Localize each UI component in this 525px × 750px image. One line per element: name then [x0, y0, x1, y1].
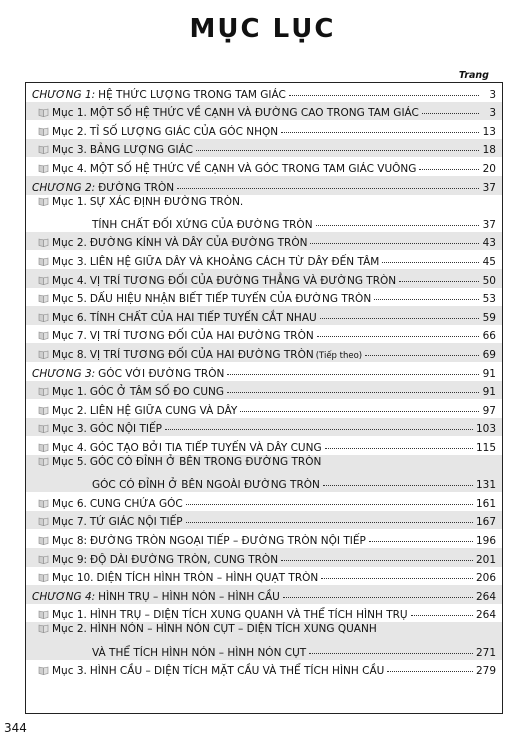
section-label: Mục 1. — [52, 609, 87, 622]
book-icon — [38, 238, 49, 247]
section-title: MỘT SỐ HỆ THỨC VỀ CẠNH VÀ GÓC TRONG TAM GIÁC VUÔNG — [89, 162, 417, 175]
section-page: 103 — [475, 423, 496, 436]
section-entry — [38, 349, 496, 361]
dot-leader — [240, 411, 479, 412]
section-label: Mục 5. — [52, 456, 87, 468]
section-label: Mục 4. — [52, 274, 87, 287]
section-row[interactable] — [26, 381, 502, 400]
section-row[interactable] — [26, 567, 502, 586]
section-label: Mục 10. — [52, 572, 94, 585]
section-title: TỨ GIÁC NỘI TIẾP — [89, 516, 183, 529]
book-icon — [38, 108, 49, 117]
chapter-label: CHƯƠNG 4: — [32, 590, 96, 603]
book-icon — [38, 197, 49, 206]
section-label: Mục 7. — [52, 516, 87, 529]
page-column-header: Trang — [458, 70, 489, 81]
section-row[interactable] — [26, 288, 502, 307]
dot-leader — [316, 225, 479, 226]
chapter-page: 37 — [482, 181, 496, 194]
section-label: Mục 6. — [52, 311, 87, 324]
dot-leader — [317, 336, 479, 337]
book-icon — [38, 666, 49, 675]
dot-leader — [365, 355, 479, 356]
section-entry-continued — [92, 479, 496, 491]
book-icon — [38, 624, 49, 633]
section-title: VỊ TRÍ TƯƠNG ĐỐI CỦA ĐƯỜNG THẲNG VÀ ĐƯỜNG TRÒN — [89, 274, 397, 287]
section-page: 59 — [482, 311, 496, 324]
dot-leader — [422, 113, 479, 114]
book-icon — [38, 387, 49, 396]
book-icon — [38, 610, 49, 619]
section-label: Mục 1. — [52, 107, 87, 120]
section-title-continued: TÍNH CHẤT ĐỐI XỨNG CỦA ĐƯỜNG TRÒN — [92, 218, 313, 231]
book-icon — [38, 331, 49, 340]
dot-leader — [186, 522, 473, 523]
section-title: CUNG CHỨA GÓC — [89, 497, 183, 510]
dot-leader — [411, 615, 473, 616]
section-row[interactable] — [26, 139, 502, 158]
section-page: 201 — [475, 553, 496, 566]
dot-leader — [419, 169, 479, 170]
section-page: 20 — [482, 162, 496, 175]
book-icon — [38, 499, 49, 508]
section-suffix: (Tiếp theo) — [315, 350, 363, 361]
section-entry — [38, 126, 496, 138]
book-icon — [38, 555, 49, 564]
chapter-entry — [32, 182, 496, 194]
section-row[interactable] — [26, 120, 502, 139]
dot-leader — [374, 299, 479, 300]
section-page: 161 — [475, 497, 496, 510]
section-entry — [38, 535, 496, 547]
section-label: Mục 2. — [52, 623, 87, 636]
section-title: LIÊN HỆ GIỮA DÂY VÀ KHOẢNG CÁCH TỪ DÂY ĐẾN TÂM — [89, 255, 380, 268]
section-title: ĐƯỜNG KÍNH VÀ DÂY CỦA ĐƯỜNG TRÒN — [89, 237, 308, 250]
section-title: TÍNH CHẤT CỦA HAI TIẾP TUYẾN CẮT NHAU — [89, 311, 317, 324]
book-icon — [38, 457, 49, 466]
section-row[interactable] — [26, 269, 502, 288]
section-title: HÌNH NÓN – HÌNH NÓN CỤT – DIỆN TÍCH XUNG QUANH — [89, 623, 377, 636]
dot-leader — [281, 132, 479, 133]
section-row[interactable] — [26, 343, 502, 362]
section-entry — [38, 609, 496, 621]
section-entry — [38, 405, 496, 417]
section-page: 18 — [482, 144, 496, 157]
section-entry — [38, 275, 496, 287]
section-title: GÓC NỘI TIẾP — [89, 423, 162, 436]
section-entry — [38, 665, 496, 677]
section-page: 43 — [482, 237, 496, 250]
section-title: HÌNH TRỤ – DIỆN TÍCH XUNG QUANH VÀ THỂ TÍCH HÌNH TRỤ — [89, 609, 408, 622]
dot-leader — [310, 243, 479, 244]
book-icon — [38, 517, 49, 526]
section-title-continued: GÓC CÓ ĐỈNH Ở BÊN NGOÀI ĐƯỜNG TRÒN — [92, 479, 320, 492]
dot-leader — [399, 281, 479, 282]
section-label: Mục 3. — [52, 144, 87, 157]
chapter-row[interactable] — [26, 176, 502, 195]
section-label: Mục 3. — [52, 255, 87, 268]
chapter-page: 91 — [482, 367, 496, 380]
section-entry — [38, 144, 496, 156]
book-icon — [38, 164, 49, 173]
section-title: HÌNH CẦU – DIỆN TÍCH MẶT CẦU VÀ THỂ TÍCH HÌNH CẦU — [89, 665, 385, 678]
section-label: Mục 3. — [52, 423, 87, 436]
chapter-name: GÓC VỚI ĐƯỜNG TRÒN — [98, 367, 225, 380]
chapter-label: CHƯƠNG 2: — [32, 181, 96, 194]
dot-leader — [227, 392, 479, 393]
section-entry — [38, 623, 496, 635]
chapter-row[interactable] — [26, 585, 502, 604]
section-title: GÓC TẠO BỞI TIA TIẾP TUYẾN VÀ DÂY CUNG — [89, 441, 322, 454]
section-page: 37 — [482, 218, 496, 231]
section-page: 91 — [482, 386, 496, 399]
section-label: Mục 7. — [52, 330, 87, 343]
section-row[interactable] — [26, 604, 502, 623]
dot-leader — [382, 262, 479, 263]
toc-frame — [25, 82, 503, 714]
section-entry — [38, 330, 496, 342]
section-row[interactable] — [26, 325, 502, 344]
chapter-page: 3 — [489, 88, 496, 101]
section-label: Mục 2. — [52, 125, 87, 138]
section-label: Mục 1. — [52, 386, 87, 399]
dot-leader — [283, 597, 473, 598]
section-row[interactable] — [26, 548, 502, 567]
page-number: 344 — [4, 721, 27, 735]
section-page: 196 — [475, 534, 496, 547]
section-title: LIÊN HỆ GIỮA CUNG VÀ DÂY — [89, 404, 238, 417]
section-label: Mục 1. — [52, 195, 87, 208]
section-row[interactable] — [26, 529, 502, 548]
section-page: 279 — [475, 665, 496, 678]
section-row[interactable] — [26, 232, 502, 251]
section-label: Mục 9: — [52, 553, 88, 566]
chapter-name: ĐƯỜNG TRÒN — [98, 181, 175, 194]
section-row[interactable] — [26, 250, 502, 269]
section-label: Mục 2. — [52, 237, 87, 250]
section-entry — [38, 312, 496, 324]
section-label: Mục 8. — [52, 348, 87, 361]
section-page: 50 — [482, 274, 496, 287]
dot-leader — [289, 95, 479, 96]
section-row[interactable] — [26, 660, 502, 679]
section-title: MỘT SỐ HỆ THỨC VỀ CẠNH VÀ ĐƯỜNG CAO TRONG TAM GIÁC — [89, 107, 419, 120]
section-entry-continued — [92, 219, 496, 231]
section-entry — [38, 237, 496, 249]
book-icon — [38, 573, 49, 582]
section-page: 66 — [482, 330, 496, 343]
section-label: Mục 3. — [52, 665, 87, 678]
section-label: Mục 5. — [52, 293, 87, 306]
chapter-name: HỆ THỨC LƯỢNG TRONG TAM GIÁC — [98, 88, 286, 101]
dot-leader — [165, 429, 473, 430]
book-icon — [38, 294, 49, 303]
section-row[interactable] — [26, 195, 502, 232]
section-entry-continued — [92, 647, 496, 659]
section-row[interactable] — [26, 511, 502, 530]
section-title: ĐƯỜNG TRÒN NGOẠI TIẾP – ĐƯỜNG TRÒN NỘI TIẾP — [90, 534, 366, 547]
section-row[interactable] — [26, 102, 502, 121]
dot-leader — [177, 188, 479, 189]
section-label: Mục 6. — [52, 497, 87, 510]
section-page: 45 — [482, 255, 496, 268]
section-title: GÓC CÓ ĐỈNH Ở BÊN TRONG ĐƯỜNG TRÒN — [89, 456, 322, 468]
section-entry — [38, 572, 496, 584]
dot-leader — [325, 448, 473, 449]
section-title-continued: VÀ THỂ TÍCH HÌNH NÓN – HÌNH NÓN CỤT — [92, 646, 307, 659]
book-icon — [38, 127, 49, 136]
section-row[interactable] — [26, 622, 502, 659]
chapter-entry — [32, 368, 496, 380]
section-label: Mục 8: — [52, 534, 88, 547]
section-entry — [38, 386, 496, 398]
chapter-entry — [32, 591, 496, 603]
section-entry — [38, 423, 496, 435]
book-icon — [38, 536, 49, 545]
section-label: Mục 4. — [52, 162, 87, 175]
chapter-row[interactable] — [26, 362, 502, 381]
dot-leader — [323, 485, 473, 486]
section-title: GÓC Ở TÂM SỐ ĐO CUNG — [89, 386, 225, 399]
section-row[interactable] — [26, 455, 502, 492]
dot-leader — [321, 578, 473, 579]
section-entry — [38, 456, 496, 468]
section-entry — [38, 256, 496, 268]
chapter-label: CHƯƠNG 3: — [32, 367, 96, 380]
dot-leader — [227, 374, 479, 375]
section-page: 69 — [482, 348, 496, 361]
section-row[interactable] — [26, 157, 502, 176]
chapter-row[interactable] — [26, 83, 502, 102]
section-row[interactable] — [26, 306, 502, 325]
section-entry — [38, 196, 496, 208]
section-page: 13 — [482, 125, 496, 138]
section-title: DIỆN TÍCH HÌNH TRÒN – HÌNH QUẠT TRÒN — [96, 572, 319, 585]
dot-leader — [369, 541, 473, 542]
book-icon — [38, 276, 49, 285]
section-entry — [38, 516, 496, 528]
section-entry — [38, 554, 496, 566]
section-title: VỊ TRÍ TƯƠNG ĐỐI CỦA HAI ĐƯỜNG TRÒN — [89, 330, 314, 343]
dot-leader — [281, 560, 473, 561]
section-page: 53 — [482, 293, 496, 306]
section-title: VỊ TRÍ TƯƠNG ĐỐI CỦA HAI ĐƯỜNG TRÒN — [89, 348, 314, 361]
chapter-entry — [32, 89, 496, 101]
section-entry — [38, 498, 496, 510]
section-entry — [38, 107, 496, 119]
section-row[interactable] — [26, 418, 502, 437]
section-page: 115 — [475, 441, 496, 454]
book-icon — [38, 350, 49, 359]
dot-leader — [186, 504, 473, 505]
chapter-page: 264 — [475, 590, 496, 603]
section-row[interactable] — [26, 436, 502, 455]
dot-leader — [387, 671, 473, 672]
dot-leader — [320, 318, 479, 319]
section-row[interactable] — [26, 399, 502, 418]
section-title: SỰ XÁC ĐỊNH ĐƯỜNG TRÒN. — [89, 195, 244, 208]
section-row[interactable] — [26, 492, 502, 511]
section-page: 3 — [489, 107, 496, 120]
section-page: 97 — [482, 404, 496, 417]
chapter-label: CHƯƠNG 1: — [32, 88, 96, 101]
section-entry — [38, 163, 496, 175]
book-icon — [38, 313, 49, 322]
dot-leader — [309, 653, 473, 654]
book-icon — [38, 443, 49, 452]
section-title: ĐỘ DÀI ĐƯỜNG TRÒN, CUNG TRÒN — [90, 553, 279, 566]
section-entry — [38, 442, 496, 454]
section-title: TỈ SỐ LƯỢNG GIÁC CỦA GÓC NHỌN — [89, 125, 279, 138]
section-page: 264 — [475, 609, 496, 622]
section-entry — [38, 293, 496, 305]
book-icon — [38, 145, 49, 154]
section-title: BẢNG LƯỢNG GIÁC — [89, 144, 193, 157]
section-page: 206 — [475, 572, 496, 585]
section-page: 271 — [475, 646, 496, 659]
section-title: DẤU HIỆU NHẬN BIẾT TIẾP TUYẾN CỦA ĐƯỜNG TRÒN — [89, 293, 372, 306]
dot-leader — [196, 150, 479, 151]
section-label: Mục 4. — [52, 441, 87, 454]
chapter-name: HÌNH TRỤ – HÌNH NÓN – HÌNH CẦU — [98, 590, 280, 603]
book-icon — [38, 406, 49, 415]
section-label: Mục 2. — [52, 404, 87, 417]
page-title: MỤC LỤC — [189, 14, 336, 44]
book-icon — [38, 257, 49, 266]
section-page: 131 — [475, 479, 496, 492]
book-icon — [38, 424, 49, 433]
section-page: 167 — [475, 516, 496, 529]
